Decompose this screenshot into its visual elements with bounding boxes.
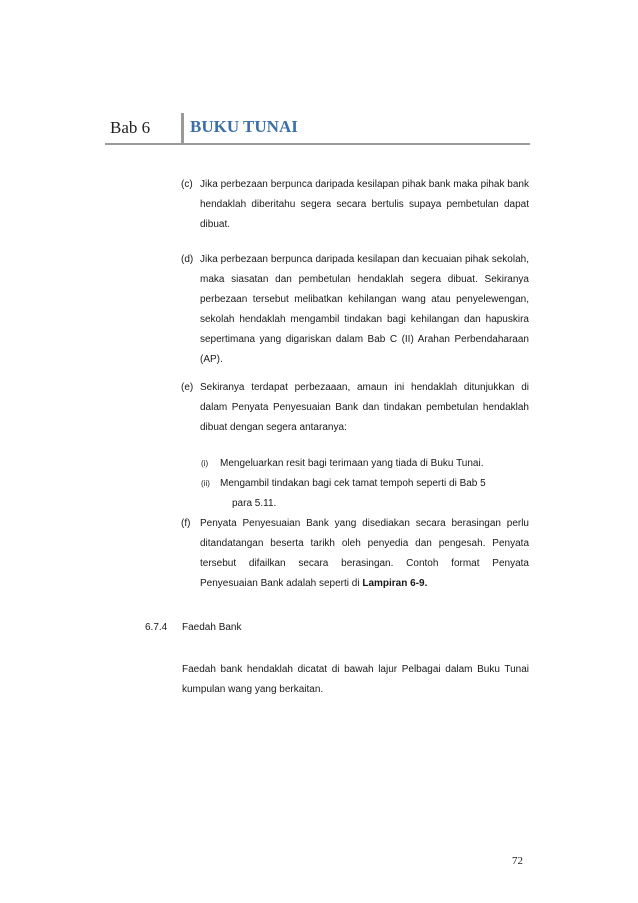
list-item-e [181,378,529,438]
list-item-text: Jika perbezaan berpunca daripada kesilapan dan kecuaian pihak sekolah, maka siasatan dan pembetulan hendaklah segera dibuat. Sekiranya perbezaan tersebut melibatkan kehilangan wang atau penyelewengan, sekolah hendaklah mengambil tindakan bagi kehilangan dan hapuskira sepertimana yang digariskan dalam Bab C (II) Arahan Perbendaharaan (AP). [200,254,529,365]
list-item-c [181,175,529,235]
sub-item-text-main: Mengambil tindakan bagi cek tamat tempoh seperti di Bab 5 [220,478,486,489]
list-item-text-main: Penyata Penyesuaian Bank yang disediakan secara berasingan perlu ditandatangan beserta tarikh oleh penyedia dan pengesah. Penyata tersebut difailkan secara berasingan. Contoh format Penyata Penyesuaian Bank adalah seperti di [200,518,529,589]
section-paragraph: Faedah bank hendaklah dicatat di bawah lajur Pelbagai dalam Buku Tunai kumpulan wang yang berkaitan. [182,664,529,695]
sub-item-text-cont: para 5.11. [232,498,277,509]
chapter-title: BUKU TUNAI [190,117,298,136]
list-item-d [181,250,529,370]
chapter-label: Bab 6 [110,118,151,137]
list-item-f [181,514,529,594]
sub-item-text [220,474,521,514]
list-item-label: (c) [181,179,193,190]
list-item-text: Jika perbezaan berpunca daripada kesilapan pihak bank maka pihak bank hendaklah diberitahu segera secara bertulis supaya pembetulan dapat dibuat. [200,179,529,230]
page-number: 72 [512,855,523,867]
list-item-label: (d) [181,254,194,265]
sub-item-label: (ii) [201,479,210,488]
section-number: 6.7.4 [145,622,168,633]
list-item-label: (e) [181,382,194,393]
list-item-text: Sekiranya terdapat perbezaaan, amaun ini hendaklah ditunjukkan di dalam Penyata Penyesuaian Bank dan tindakan pembetulan hendaklah dibuat dengan segera antaranya: [200,382,529,433]
list-item-text [200,514,529,594]
sub-item-ii [201,474,521,514]
sub-item-i [201,454,521,474]
appendix-reference: Lampiran 6-9. [362,578,428,589]
list-item-label: (f) [181,518,191,529]
section-title: Faedah Bank [182,622,242,633]
sub-item-text: Mengeluarkan resit bagi terimaan yang tiada di Buku Tunai. [220,458,484,469]
header-rule [105,143,530,145]
header-divider-vertical [181,113,184,143]
sub-item-label: (i) [201,459,209,468]
